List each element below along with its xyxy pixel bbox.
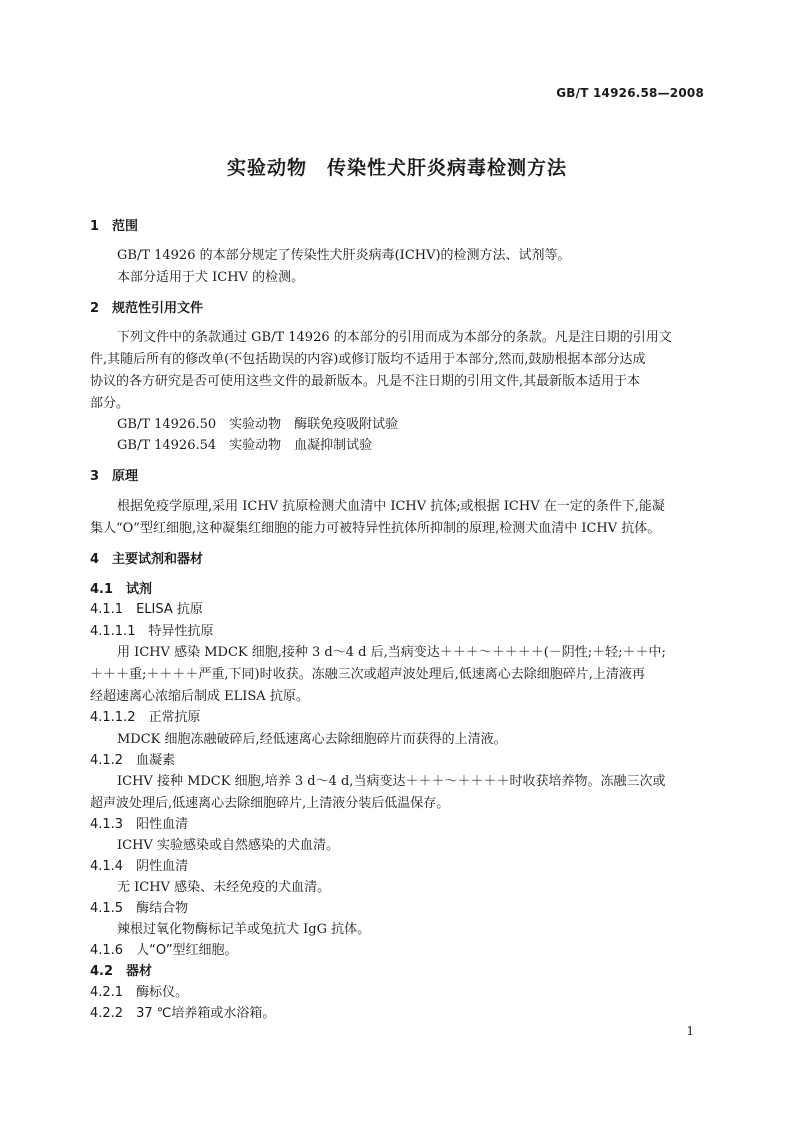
reference-item: GB/T 14926.50 实验动物 酶联免疫吸附试验 [117,417,399,432]
subsection-heading: 4.1 试剂 [90,582,153,597]
paragraph-line: MDCK 细胞冻融破碎后,经低速离心去除细胞碎片而获得的上清液。 [117,732,507,747]
paragraph-line: 协议的各方研究是否可使用这些文件的最新版本。凡是不注日期的引用文件,其最新版本适用于本 [90,374,641,389]
subsection-heading: 4.2.1 酶标仪。 [90,985,189,1000]
paragraph-line: 件,其随后所有的修改单(不包括勘误的内容)或修订版均不适用于本部分,然而,鼓励根据本部分达成 [90,352,646,367]
subsection-heading: 4.2 器材 [90,964,153,979]
subsection-heading: 4.1.1.1 特异性抗原 [90,624,214,639]
section-heading: 3 原理 [90,469,139,484]
paragraph-line: 经超速离心浓缩后制成 ELISA 抗原。 [90,689,309,704]
section-heading: 4 主要试剂和器材 [90,552,204,567]
subsection-heading: 4.1.6 人“O”型红细胞。 [90,943,238,958]
subsection-heading: 4.1.5 酶结合物 [90,901,189,916]
subsection-heading: 4.1.1.2 正常抗原 [90,710,201,725]
paragraph-line: 下列文件中的条款通过 GB/T 14926 的本部分的引用而成为本部分的条款。凡是注日期的引用文 [117,330,672,345]
paragraph-line: 超声波处理后,低速离心去除细胞碎片,上清液分装后低温保存。 [90,796,450,811]
paragraph-line: 辣根过氧化物酶标记羊或兔抗犬 IgG 抗体。 [117,922,371,937]
subsection-heading: 4.2.2 37 ℃培养箱或水浴箱。 [90,1006,276,1021]
paragraph-line: 根据免疫学原理,采用 ICHV 抗原检测犬血清中 ICHV 抗体;或根据 ICHV 在一定的条件下,能凝 [117,499,665,514]
standard-code: GB/T 14926.58—2008 [556,86,704,100]
section-heading: 2 规范性引用文件 [90,301,204,316]
section-heading: 1 范围 [90,219,139,234]
paragraph-line: 无 ICHV 感染、未经免疫的犬血清。 [117,880,331,895]
paragraph-line: ＋＋＋重;＋＋＋＋严重,下同)时收获。冻融三次或超声波处理后,低速离心去除细胞碎片,上清液再 [90,667,645,682]
subsection-heading: 4.1.4 阴性血清 [90,859,189,874]
paragraph-line: GB/T 14926 的本部分规定了传染性犬肝炎病毒(ICHV)的检测方法、试剂等。 [117,248,571,263]
subsection-heading: 4.1.2 血凝素 [90,753,176,768]
document-title: 实验动物 传染性犬肝炎病毒检测方法 [226,157,567,179]
paragraph-line: 集人“O”型红细胞,这种凝集红细胞的能力可被特异性抗体所抑制的原理,检测犬血清中 ICHV 抗体。 [90,521,661,536]
page-number: 1 [686,1024,694,1038]
paragraph-line: 用 ICHV 感染 MDCK 细胞,接种 3 d～4 d 后,当病变达＋＋＋～＋＋＋＋(－阴性;＋轻;＋＋中; [117,645,666,660]
paragraph-line: ICHV 接种 MDCK 细胞,培养 3 d～4 d,当病变达＋＋＋～＋＋＋＋时收获培养物。冻融三次或 [117,774,666,789]
subsection-heading: 4.1.3 阳性血清 [90,817,189,832]
paragraph-line: 本部分适用于犬 ICHV 的检测。 [117,270,305,285]
subsection-heading: 4.1.1 ELISA 抗原 [90,602,203,617]
reference-item: GB/T 14926.54 实验动物 血凝抑制试验 [117,438,373,453]
paragraph-line: 部分。 [90,396,130,411]
paragraph-line: ICHV 实验感染或自然感染的犬血清。 [117,838,339,853]
